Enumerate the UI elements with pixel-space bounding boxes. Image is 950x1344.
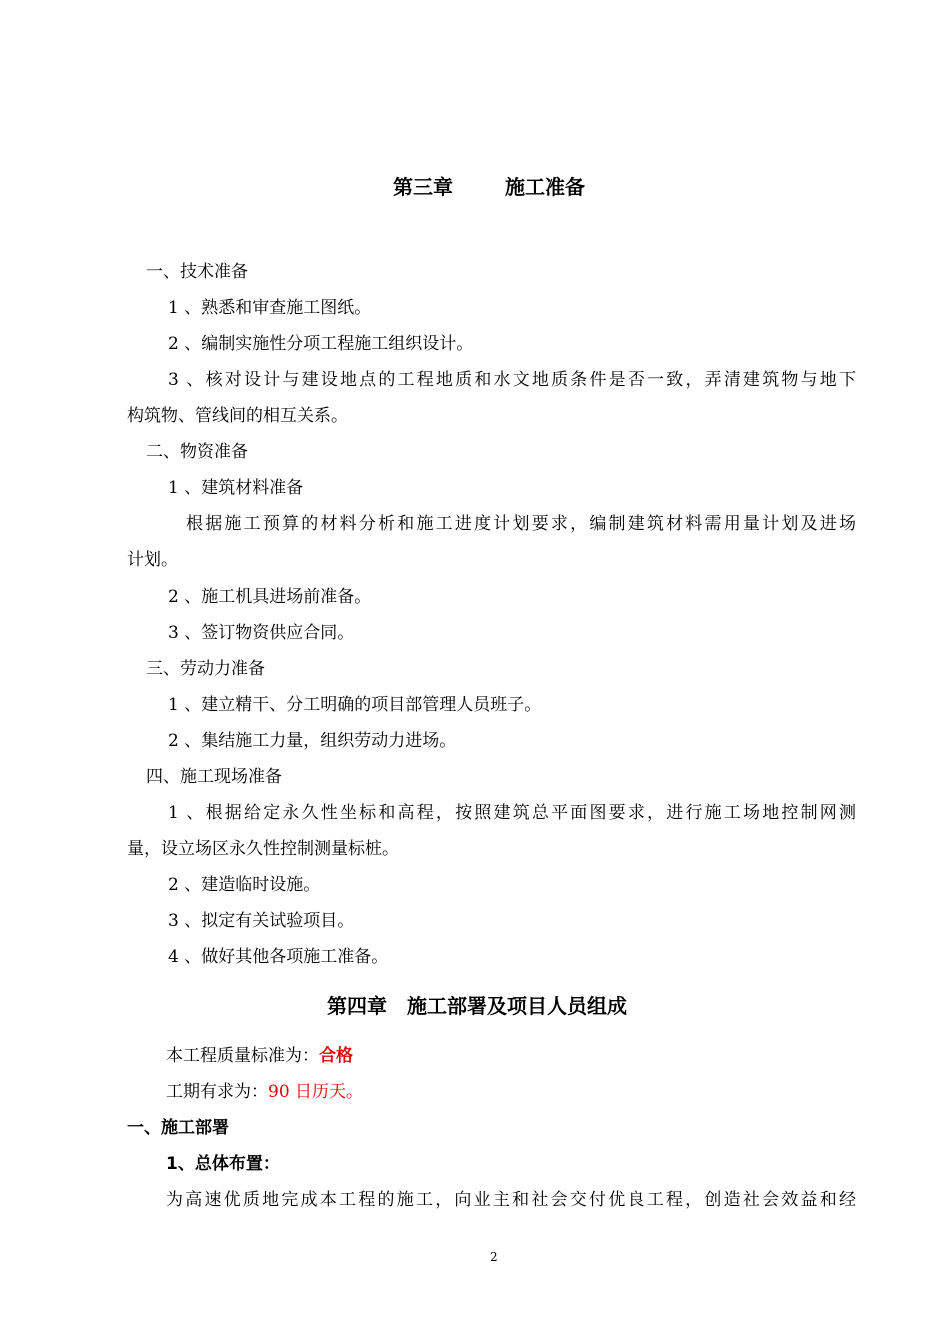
quality-standard-value: 合格 [319, 1046, 353, 1066]
section-heading: 二、物资准备 [146, 442, 248, 462]
construction-period-line [166, 1081, 363, 1103]
section-heading: 三、劳动力准备 [146, 659, 265, 679]
list-item: 1 、建筑材料准备 [168, 478, 304, 498]
paragraph-continuation: 计划。 [127, 550, 178, 570]
list-item: 3 、核对设计与建设地点的工程地质和水文地质条件是否一致，弄清建筑物与地下 [168, 370, 856, 390]
paragraph: 根据施工预算的材料分析和施工进度计划要求，编制建筑材料需用量计划及进场 [186, 514, 856, 534]
list-item: 2 、集结施工力量，组织劳动力进场。 [168, 731, 457, 751]
chapter3-title-number: 第三章 [393, 175, 453, 199]
list-item: 3 、拟定有关试验项目。 [168, 911, 355, 931]
list-item: 2 、施工机具进场前准备。 [168, 587, 372, 607]
list-item: 1 、根据给定永久性坐标和高程，按照建筑总平面图要求，进行施工场地控制网测 [168, 803, 856, 823]
list-item-continuation: 构筑物、管线间的相互关系。 [127, 406, 348, 426]
list-item: 1 、熟悉和审查施工图纸。 [168, 298, 372, 318]
paragraph: 为高速优质地完成本工程的施工，向业主和社会交付优良工程，创造社会效益和经 [166, 1190, 856, 1210]
list-item: 2 、编制实施性分项工程施工组织设计。 [168, 334, 474, 354]
chapter4-title: 第四章 施工部署及项目人员组成 [327, 994, 627, 1018]
subsection-heading: 1、总体布置： [166, 1154, 280, 1174]
page-number: 2 [490, 1250, 498, 1264]
list-item: 4 、做好其他各项施工准备。 [168, 947, 389, 967]
quality-standard-line [166, 1045, 353, 1067]
construction-period-label: 工期有求为： [166, 1082, 268, 1102]
list-item: 3 、签订物资供应合同。 [168, 623, 355, 643]
list-item: 2 、建造临时设施。 [168, 875, 321, 895]
quality-standard-label: 本工程质量标准为： [166, 1046, 319, 1066]
section-heading: 一、技术准备 [146, 262, 248, 282]
list-item: 1 、建立精干、分工明确的项目部管理人员班子。 [168, 695, 542, 715]
list-item-continuation: 量，设立场区永久性控制测量标桩。 [127, 839, 399, 859]
chapter3-title-text: 施工准备 [505, 175, 585, 199]
section-heading: 一、施工部署 [127, 1118, 229, 1138]
construction-period-value: 90 日历天。 [268, 1082, 364, 1102]
section-heading: 四、施工现场准备 [146, 767, 282, 787]
